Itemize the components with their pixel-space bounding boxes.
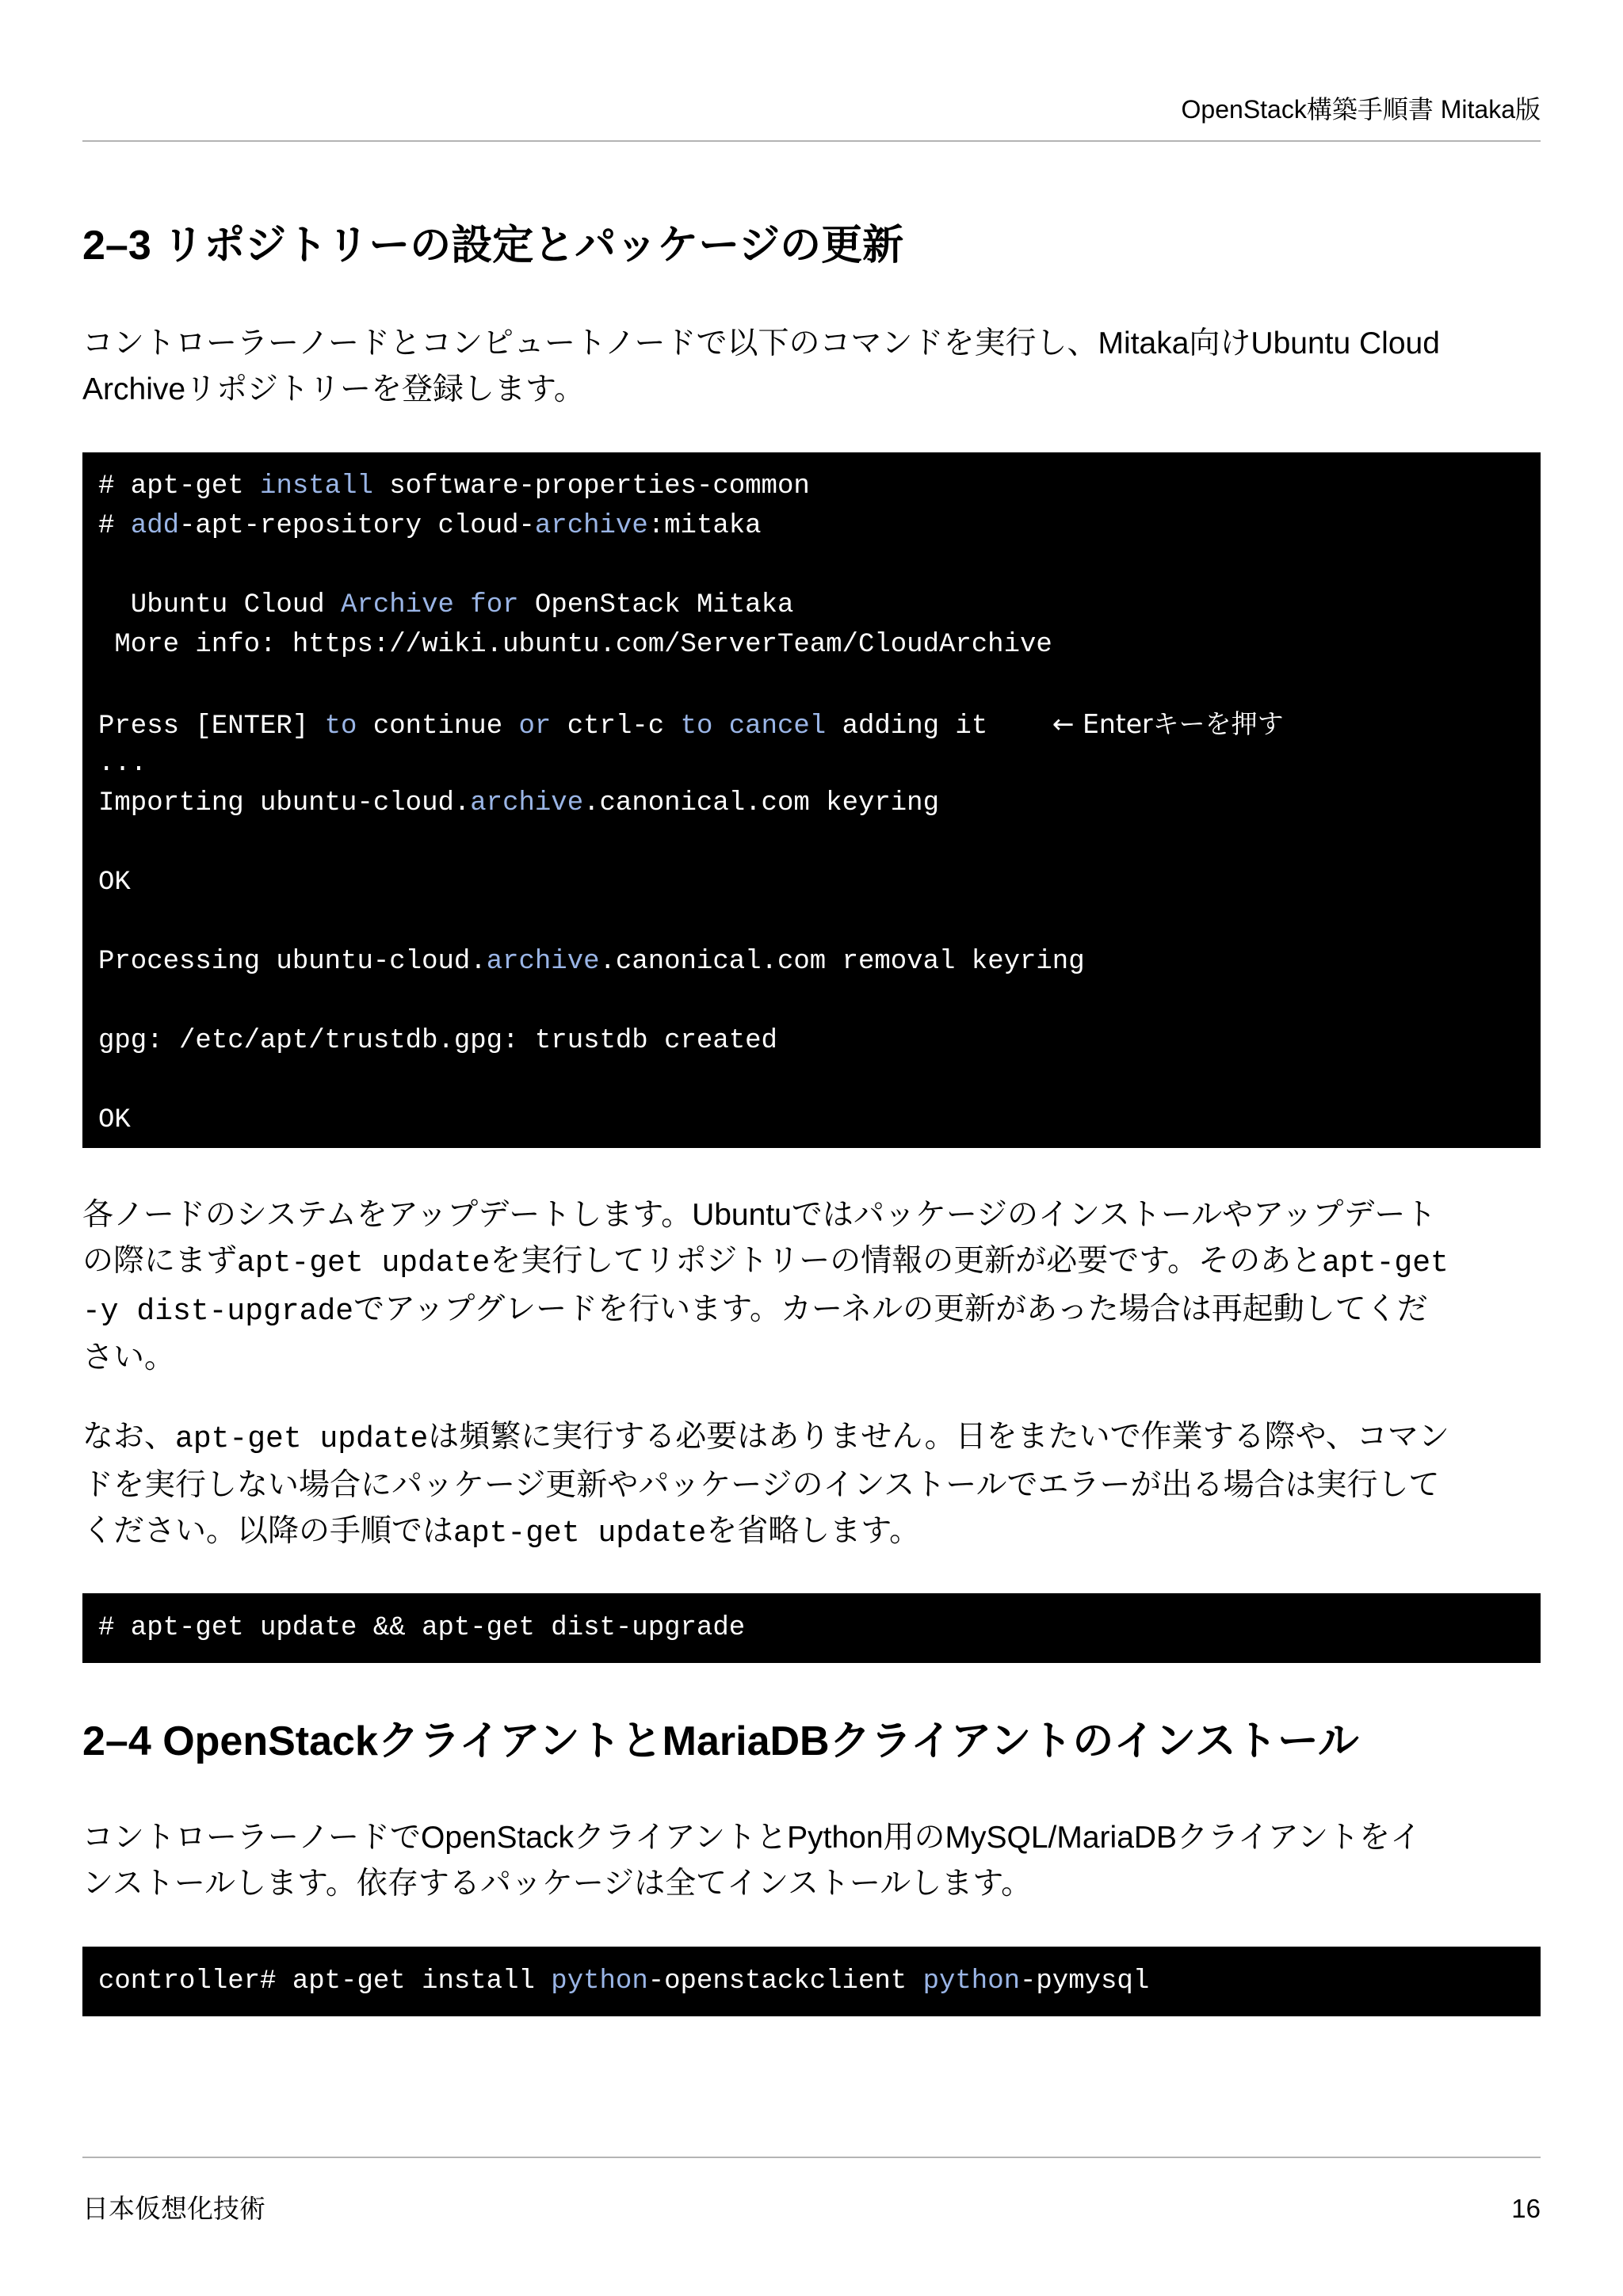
inline-code: apt-get update: [237, 1246, 491, 1280]
page-number: 16: [1511, 2194, 1541, 2223]
code-blank-line: [98, 982, 1525, 1021]
intro-line: コントローラーノードとコンピュートノードで以下のコマンドを実行し、Mitaka向けUbuntu Cloud: [82, 326, 1440, 360]
code-line: OK: [98, 1105, 131, 1135]
code-line: # apt-get install software-properties-common: [98, 471, 810, 502]
code-blank-line: [98, 902, 1525, 942]
code-block-repository: [82, 452, 1541, 1148]
code-line: Processing ubuntu-cloud.archive.canonical.com removal keyring: [98, 947, 1085, 977]
code-line: controller# apt-get install python-openstackclient python-pymysql: [98, 1966, 1150, 1997]
code-line: # apt-get update && apt-get dist-upgrade: [98, 1613, 746, 1643]
section-title-2-3: 2–3 リポジトリーの設定とパッケージの更新: [82, 223, 904, 269]
paragraph-line: の際にまずapt-get updateを実行してリポジトリーの情報の更新が必要です。そのあとapt-get: [82, 1244, 1449, 1280]
inline-code: -y dist-upgrade: [82, 1295, 354, 1329]
code-blank-line: [98, 546, 1525, 585]
code-line: gpg: /etc/apt/trustdb.gpg: trustdb created: [98, 1026, 777, 1056]
running-header: OpenStack構築手順書 Mitaka版: [1181, 95, 1541, 124]
code-line: # add-apt-repository cloud-archive:mitaka: [98, 511, 762, 541]
section-2-4-intro: [82, 1815, 1541, 1907]
inline-code: apt-get update: [175, 1422, 429, 1456]
intro-line: ンストールします。依存するパッケージは全てインストールします。: [82, 1867, 1033, 1901]
code-line: ...: [98, 749, 147, 779]
intro-line: Archiveリポジトリーを登録します。: [82, 372, 585, 406]
paragraph-line: ドを実行しない場合にパッケージ更新やパッケージのインストールでエラーが出る場合は実行して: [82, 1468, 1440, 1502]
enter-key-annotation: ← Enterキーを押す: [1052, 708, 1284, 739]
header-divider: [82, 140, 1541, 142]
paragraph-line: -y dist-upgradeでアップグレードを行います。カーネルの更新があった場合は再起動してくだ: [82, 1292, 1428, 1329]
paragraph-line: なお、apt-get updateは頻繁に実行する必要はありません。日をまたいで作業する際や、コマン: [82, 1420, 1449, 1456]
code-line: Press [ENTER] to continue or ctrl-c to cancel adding it ← Enterキーを押す: [98, 708, 1284, 742]
code-blank-line: [98, 823, 1525, 863]
code-line: Ubuntu Cloud Archive for OpenStack Mitaka: [98, 590, 794, 620]
code-blank-line: [98, 665, 1525, 704]
section-2-3-intro: [82, 321, 1541, 413]
code-block-upgrade: [82, 1593, 1541, 1663]
footer-publisher: 日本仮想化技術: [82, 2194, 265, 2223]
paragraph-update-note: [82, 1414, 1541, 1557]
section-title-2-4: 2–4 OpenStackクライアントとMariaDBクライアントのインストール: [82, 1718, 1359, 1764]
code-line: More info: https://wiki.ubuntu.com/ServerTeam/CloudArchive: [98, 630, 1052, 660]
paragraph-line: ください。以降の手順ではapt-get updateを省略します。: [82, 1514, 921, 1550]
paragraph-system-update: [82, 1192, 1541, 1381]
intro-line: コントローラーノードでOpenStackクライアントとPython用のMySQL/MariaDBクライアントをイ: [82, 1821, 1422, 1855]
paragraph-line: 各ノードのシステムをアップデートします。Ubuntuではパッケージのインストールやアップデート: [82, 1198, 1437, 1232]
code-line: Importing ubuntu-cloud.archive.canonical.com keyring: [98, 788, 939, 818]
code-blank-line: [98, 1061, 1525, 1100]
paragraph-line: さい。: [82, 1341, 176, 1375]
footer-divider: [82, 2157, 1541, 2158]
code-line: OK: [98, 868, 131, 898]
code-block-client-install: [82, 1947, 1541, 2016]
inline-code: apt-get: [1322, 1246, 1449, 1280]
inline-code: apt-get update: [453, 1516, 707, 1550]
